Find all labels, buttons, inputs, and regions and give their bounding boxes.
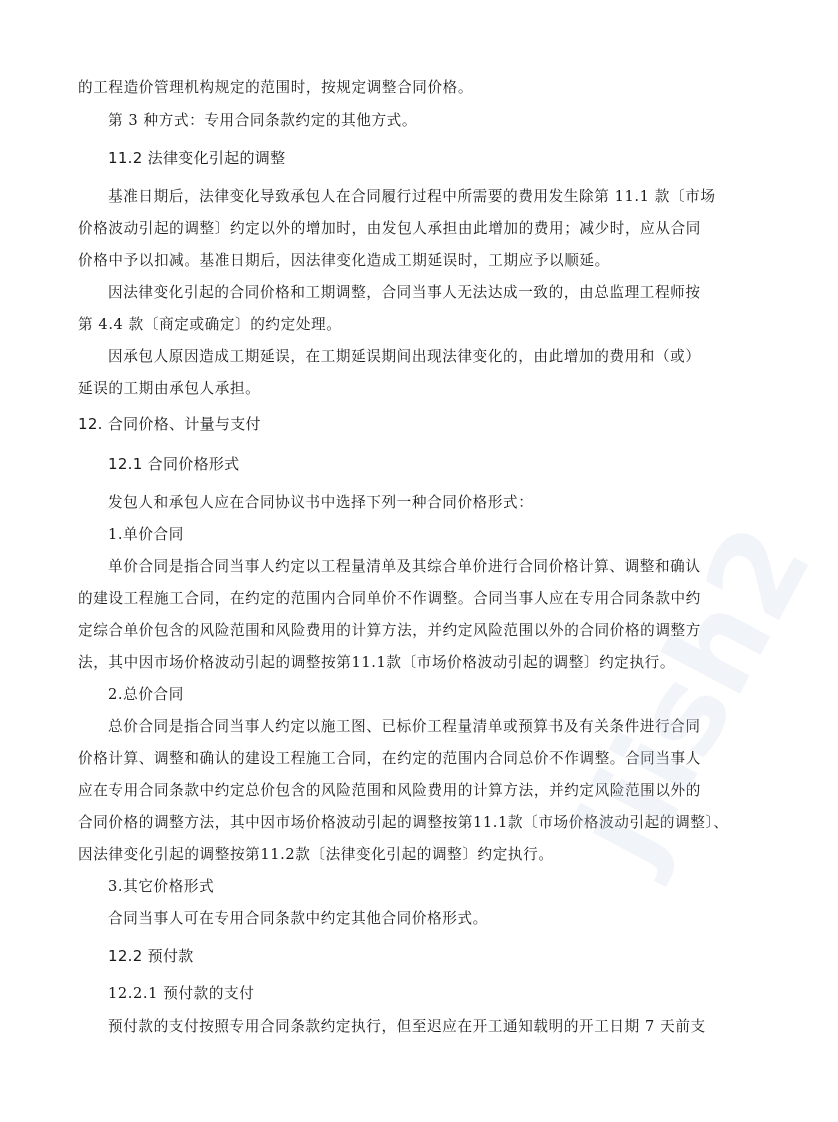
body-text-line: 价格波动引起的调整〕约定以外的增加时，由发包人承担由此增加的费用；减少时，应从合同 xyxy=(78,220,701,237)
body-text-line: 因法律变化引起的合同价格和工期调整，合同当事人无法达成一致的，由总监理工程师按 xyxy=(108,284,701,301)
body-text-line: 合同价格的调整方法，其中因市场价格波动引起的调整按第11.1款〔市场价格波动引起的调整〕、 xyxy=(78,814,729,831)
section-heading-11-2: 11.2 法律变化引起的调整 xyxy=(108,149,286,167)
body-text-line: 价格中予以扣减。基准日期后，因法律变化造成工期延误时，工期应予以顺延。 xyxy=(78,252,610,269)
body-text-line: 的建设工程施工合同，在约定的范围内合同单价不作调整。合同当事人应在专用合同条款中约 xyxy=(78,590,701,607)
list-item-heading: 1.单价合同 xyxy=(108,526,184,543)
body-text-line: 单价合同是指合同当事人约定以工程量清单及其综合单价进行合同价格计算、调整和确认 xyxy=(108,558,701,575)
body-text-line: 基准日期后，法律变化导致承包人在合同履行过程中所需要的费用发生除第 11.1 款〔市场 xyxy=(108,188,716,205)
subsection-heading-12-2-1: 12.2.1 预付款的支付 xyxy=(108,985,255,1002)
body-text-line: 第 3 种方式：专用合同条款约定的其他方式。 xyxy=(108,112,418,129)
section-heading-12-2: 12.2 预付款 xyxy=(108,947,194,965)
body-text-line: 延误的工期由承包人承担。 xyxy=(78,380,261,397)
body-text-line: 因法律变化引起的调整按第11.2款〔法律变化引起的调整〕约定执行。 xyxy=(78,846,554,863)
section-heading-12-1: 12.1 合同价格形式 xyxy=(108,455,240,473)
body-text-line: 法，其中因市场价格波动引起的调整按第11.1款〔市场价格波动引起的调整〕约定执行。 xyxy=(78,654,676,671)
list-item-heading: 2.总价合同 xyxy=(108,686,184,703)
body-text-line: 发包人和承包人应在合同协议书中选择下列一种合同价格形式： xyxy=(108,494,534,511)
body-text-line: 定综合单价包含的风险范围和风险费用的计算方法，并约定风险范围以外的合同价格的调整方 xyxy=(78,622,701,639)
body-text-line: 预付款的支付按照专用合同条款约定执行，但至迟应在开工通知载明的开工日期 7 天前支 xyxy=(108,1018,706,1035)
watermark: jiish2 xyxy=(548,504,838,885)
list-item-heading: 3.其它价格形式 xyxy=(108,878,215,895)
body-text-line: 合同当事人可在专用合同条款中约定其他合同价格形式。 xyxy=(108,910,488,927)
body-text-line: 因承包人原因造成工期延误，在工期延误期间出现法律变化的，由此增加的费用和（或） xyxy=(108,348,701,365)
body-text-line: 第 4.4 款〔商定或确定〕的约定处理。 xyxy=(78,316,342,333)
body-text-line: 的工程造价管理机构规定的范围时，按规定调整合同价格。 xyxy=(78,79,474,96)
body-text-line: 总价合同是指合同当事人约定以施工图、已标价工程量清单或预算书及有关条件进行合同 xyxy=(108,718,701,735)
section-heading-12: 12. 合同价格、计量与支付 xyxy=(78,415,261,433)
body-text-line: 应在专用合同条款中约定总价包含的风险范围和风险费用的计算方法，并约定风险范围以外的 xyxy=(78,782,701,799)
body-text-line: 价格计算、调整和确认的建设工程施工合同，在约定的范围内合同总价不作调整。合同当事人 xyxy=(78,750,701,767)
